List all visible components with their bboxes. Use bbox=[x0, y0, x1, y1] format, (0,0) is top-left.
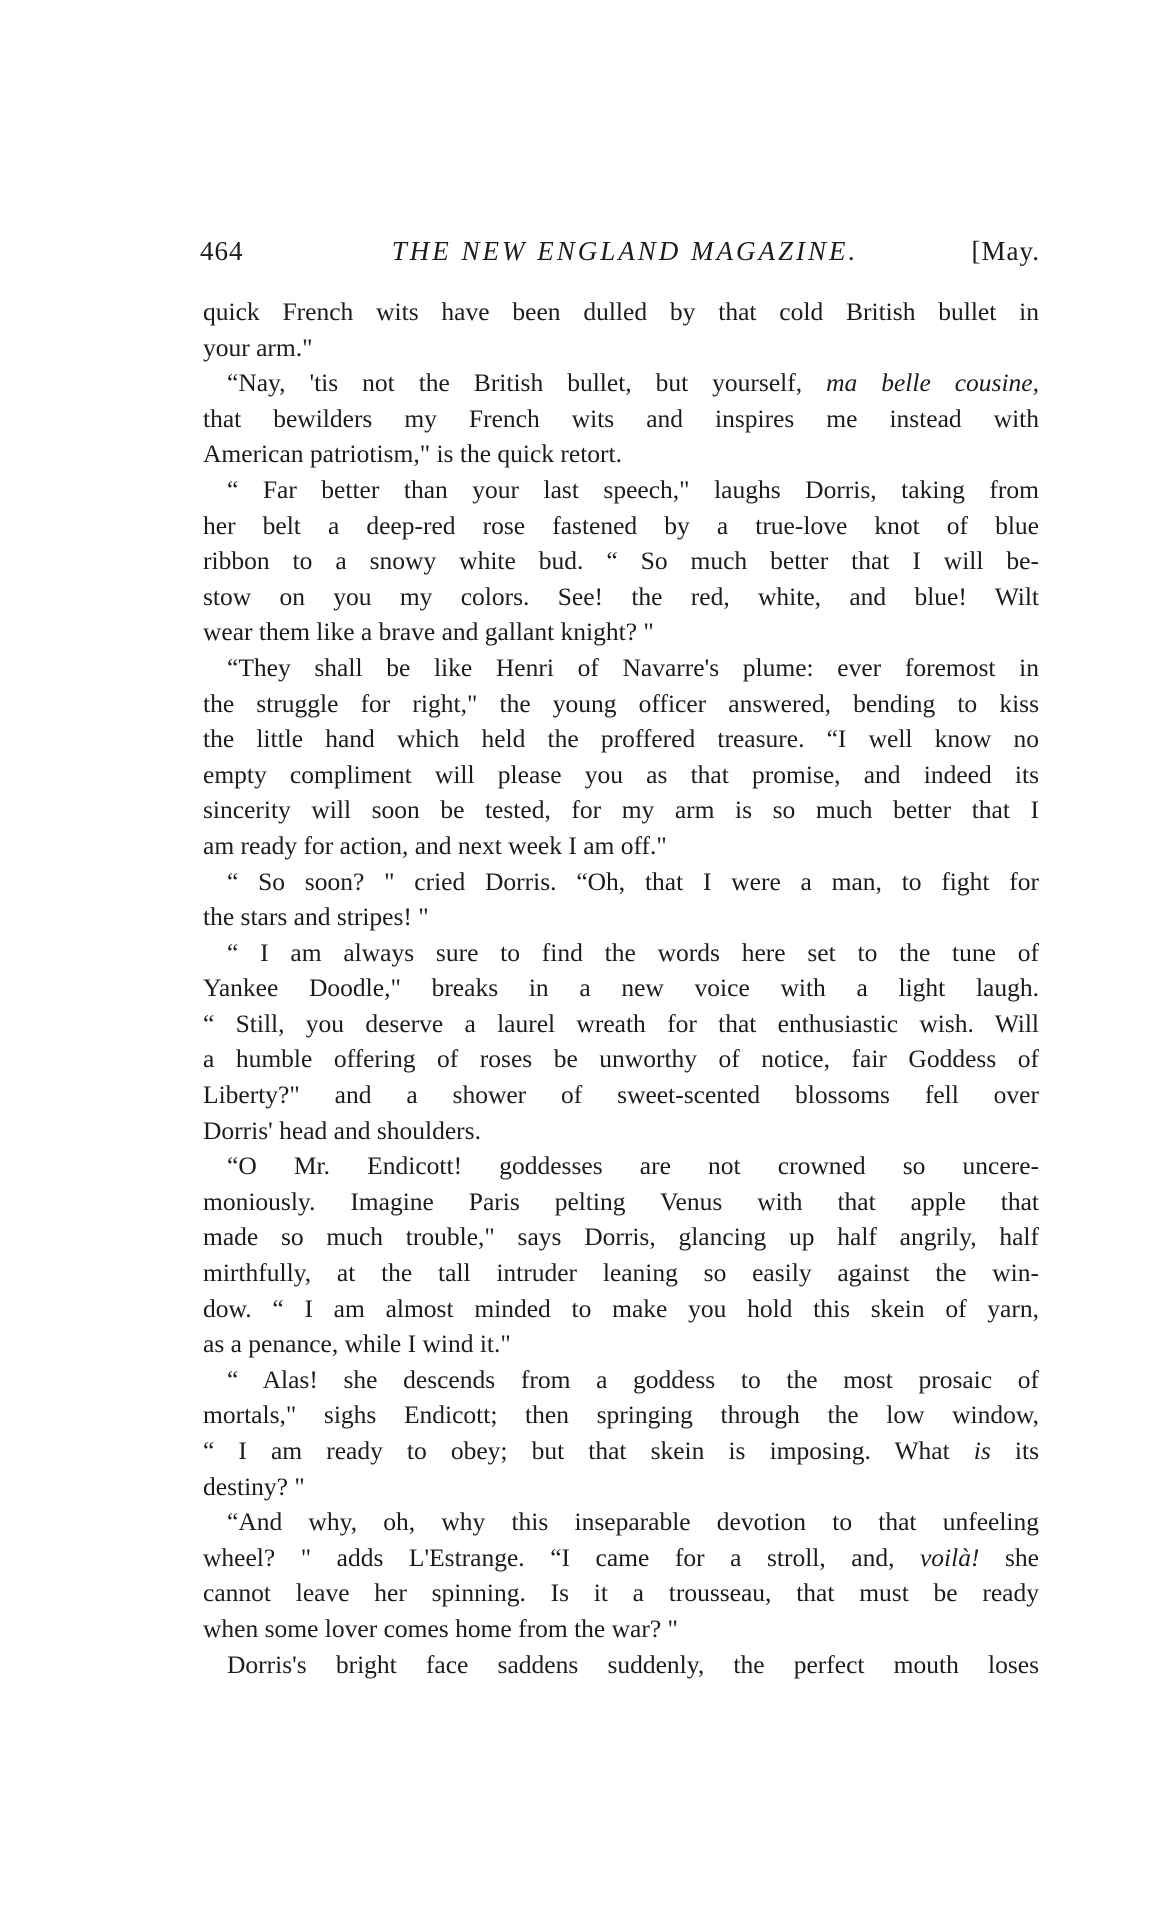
text-line bbox=[203, 330, 1039, 366]
line-text: made so much trouble," says Dorris, glancing up half angrily, half bbox=[203, 1222, 1039, 1252]
text-line bbox=[203, 1113, 1039, 1149]
text-line bbox=[203, 1148, 1039, 1184]
italic-text: ma belle cousine, bbox=[826, 368, 1039, 398]
line-text: Liberty?" and a shower of sweet-scented blossoms fell over bbox=[203, 1080, 1039, 1110]
text-line bbox=[203, 508, 1039, 544]
line-text: “ Still, you deserve a laurel wreath for that enthusiastic wish. Will bbox=[203, 1008, 1039, 1038]
line-text: when some lover comes home from the war? " bbox=[203, 1613, 678, 1643]
line-text: quick French wits have been dulled by that cold British bullet in bbox=[203, 297, 1039, 326]
page-header bbox=[200, 232, 1040, 272]
line-text: the stars and stripes! " bbox=[203, 902, 429, 932]
text-line bbox=[203, 899, 1039, 935]
line-text: a humble offering of roses be unworthy of notice, fair Goddess of bbox=[203, 1044, 1039, 1074]
line-text: am ready for action, and next week I am off." bbox=[203, 830, 667, 860]
text-line bbox=[203, 401, 1039, 437]
line-text: empty compliment will please you as that promise, and indeed its bbox=[203, 759, 1039, 789]
text-line bbox=[203, 1326, 1039, 1362]
italic-text: is bbox=[973, 1436, 991, 1465]
line-text: the struggle for right," the young officer answered, bending to kiss bbox=[203, 688, 1039, 718]
text-line bbox=[203, 1184, 1039, 1220]
line-text: “O Mr. Endicott! goddesses are not crowned so uncere- bbox=[227, 1151, 1039, 1181]
text-line bbox=[203, 294, 1039, 330]
text-line bbox=[203, 864, 1039, 900]
text-line bbox=[203, 614, 1039, 650]
text-line bbox=[203, 365, 1039, 401]
line-text: “ So soon? " cried Dorris. “Oh, that I were a man, to fight for bbox=[227, 866, 1039, 896]
line-text: that bewilders my French wits and inspires me instead with bbox=[203, 403, 1039, 433]
text-line bbox=[203, 686, 1039, 722]
text-line bbox=[203, 935, 1039, 971]
line-text: “ Alas! she descends from a goddess to the most prosaic of bbox=[227, 1364, 1039, 1394]
line-text-after: its bbox=[990, 1436, 1039, 1465]
text-line bbox=[203, 1077, 1039, 1113]
line-text: her belt a deep-red rose fastened by a true-love knot of blue bbox=[203, 510, 1039, 540]
text-line bbox=[203, 1504, 1039, 1540]
line-text: wear them like a brave and gallant knight? " bbox=[203, 617, 654, 647]
text-line bbox=[203, 579, 1039, 615]
text-line bbox=[203, 828, 1039, 864]
line-text: mortals," sighs Endicott; then springing through the low window, bbox=[203, 1400, 1039, 1430]
line-text: “And why, oh, why this inseparable devotion to that unfeeling bbox=[227, 1507, 1039, 1537]
line-text: moniously. Imagine Paris pelting Venus with that apple that bbox=[203, 1186, 1039, 1216]
line-text: “Nay, 'tis not the British bullet, but yourself, bbox=[227, 368, 827, 398]
line-text: “They shall be like Henri of Navarre's plume: ever foremost in bbox=[227, 652, 1039, 682]
text-line bbox=[203, 650, 1039, 686]
text-line bbox=[203, 757, 1039, 793]
text-line bbox=[203, 543, 1039, 579]
text-line bbox=[203, 1575, 1039, 1611]
text-line bbox=[203, 1469, 1039, 1505]
text-line bbox=[203, 1540, 1039, 1576]
line-text: your arm." bbox=[203, 332, 313, 362]
line-text: dow. “ I am almost minded to make you hold this skein of yarn, bbox=[203, 1293, 1039, 1323]
text-line bbox=[203, 1433, 1039, 1469]
line-text: Dorris' head and shoulders. bbox=[203, 1115, 481, 1145]
text-line bbox=[203, 1611, 1039, 1647]
line-text: American patriotism," is the quick retort. bbox=[203, 439, 623, 469]
line-text: as a penance, while I wind it." bbox=[203, 1329, 511, 1359]
page-number: 464 bbox=[200, 236, 244, 266]
text-line bbox=[203, 1006, 1039, 1042]
line-text: ribbon to a snowy white bud. “ So much better that I will be- bbox=[203, 546, 1039, 576]
text-line bbox=[203, 472, 1039, 508]
body-text bbox=[203, 294, 1039, 1682]
line-text: destiny? " bbox=[203, 1471, 305, 1501]
text-line bbox=[203, 1362, 1039, 1398]
text-line bbox=[203, 1291, 1039, 1327]
running-month: [May. bbox=[971, 236, 1040, 266]
text-line bbox=[203, 1647, 1039, 1683]
text-line bbox=[203, 1255, 1039, 1291]
line-text: wheel? " adds L'Estrange. “I came for a stroll, and, bbox=[203, 1542, 920, 1572]
line-text: “ I am always sure to find the words here set to the tune of bbox=[227, 937, 1039, 967]
line-text: sincerity will soon be tested, for my arm is so much better that I bbox=[203, 795, 1039, 825]
line-text: stow on you my colors. See! the red, white, and blue! Wilt bbox=[203, 581, 1039, 611]
line-text: “ I am ready to obey; but that skein is imposing. What bbox=[203, 1436, 974, 1465]
line-text: the little hand which held the proffered treasure. “I well know no bbox=[203, 724, 1039, 754]
text-line bbox=[203, 1041, 1039, 1077]
line-text-after: she bbox=[979, 1542, 1039, 1572]
line-text: cannot leave her spinning. Is it a trousseau, that must be ready bbox=[203, 1578, 1039, 1608]
text-line bbox=[203, 1397, 1039, 1433]
text-line bbox=[203, 436, 1039, 472]
line-text: Dorris's bright face saddens suddenly, the perfect mouth loses bbox=[227, 1649, 1039, 1679]
line-text: mirthfully, at the tall intruder leaning so easily against the win- bbox=[203, 1258, 1039, 1288]
line-text: “ Far better than your last speech," laughs Dorris, taking from bbox=[227, 474, 1039, 504]
line-text: Yankee Doodle," breaks in a new voice with a light laugh. bbox=[203, 973, 1039, 1003]
text-line bbox=[203, 721, 1039, 757]
italic-text: voilà! bbox=[919, 1542, 980, 1572]
text-line bbox=[203, 1219, 1039, 1255]
running-title: THE NEW ENGLAND MAGAZINE. bbox=[391, 236, 859, 266]
text-line bbox=[203, 792, 1039, 828]
text-line bbox=[203, 970, 1039, 1006]
